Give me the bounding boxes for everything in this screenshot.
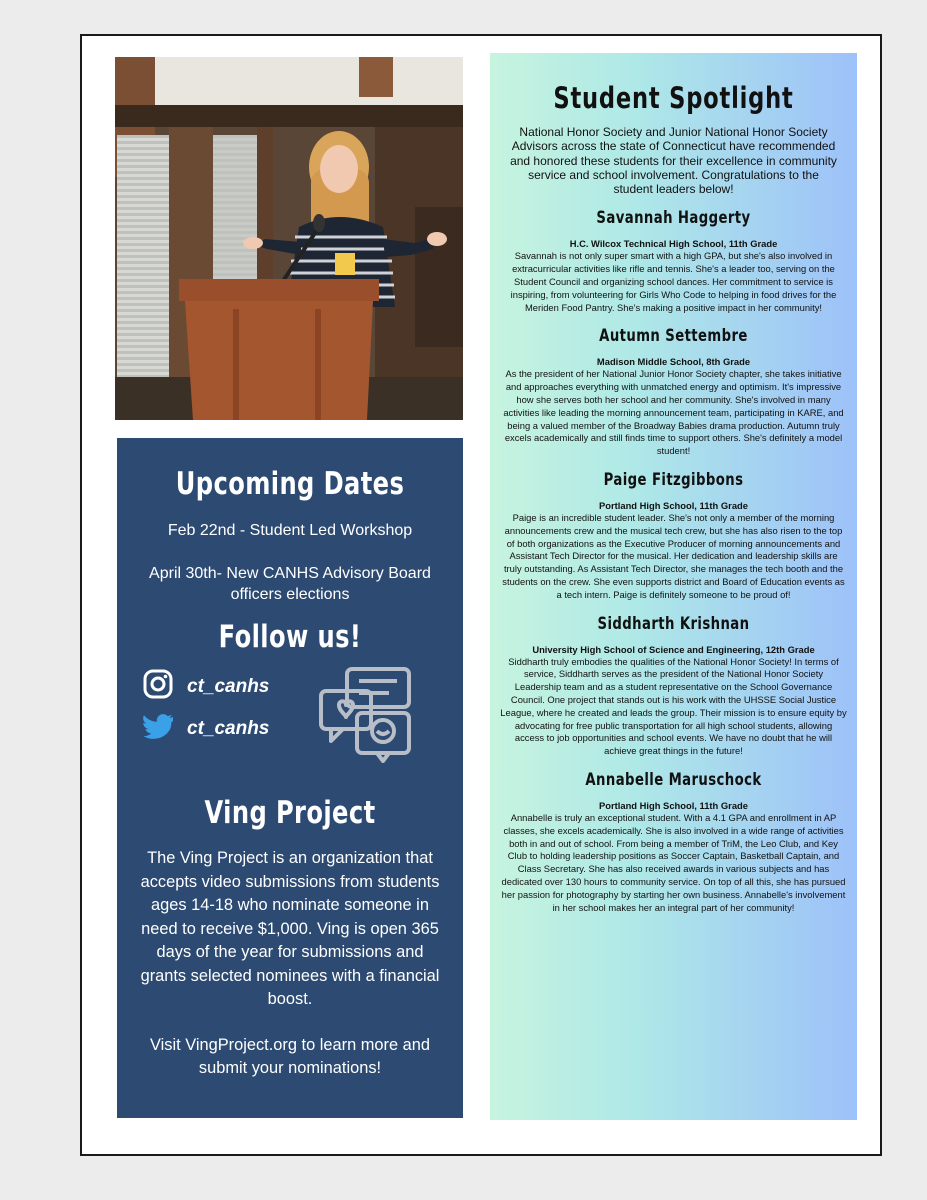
student-bio: As the president of her National Junior Honor Society chapter, she takes initiative and approaches everything with unmatched energy and optimism. It's impressive how she serves both her school and her community. She's involved in many activities like leading the morning announcement team, participating in KARE, and being a valued member of the Broadway Babies drama production. Autumn truly excels academically and still finds time to support others. She's definitely a model student! xyxy=(503,368,844,457)
student-school: H.C. Wilcox Technical High School, 11th Grade xyxy=(569,238,778,250)
spotlight-title: Student Spotlight xyxy=(553,81,794,115)
student-entry xyxy=(498,614,849,758)
student-school: Portland High School, 11th Grade xyxy=(599,800,748,811)
student-name: Savannah Haggerty xyxy=(596,208,751,229)
student-school: University High School of Science and Engineering, 12th Grade xyxy=(532,643,815,655)
student-name: Siddharth Krishnan xyxy=(597,613,750,634)
instagram-handle: ct_canhs xyxy=(187,676,270,697)
student-entry xyxy=(498,770,849,914)
student-entry xyxy=(498,326,849,458)
ving-visit-text: Visit VingProject.org to learn more and submit your nominations! xyxy=(149,1035,430,1077)
student-entry xyxy=(498,470,849,602)
student-entry xyxy=(498,208,849,314)
chat-bubbles-icon xyxy=(317,665,417,768)
student-bio: Paige is an incredible student leader. She's not only a member of the morning announcements crew and the musical tech crew, but she has also risen to the top of both organizations as the Executive Producer of morning announcements and Assistant Tech Director for the musical. Her dedication and leadership skills are truly outstanding. As Assistant Tech Director, she manages the tech booth and the students on the crew. She even supports district and Board of Education events as a tech intern. Paige is definitely someone to be proud of! xyxy=(502,512,845,600)
student-school: Portland High School, 11th Grade xyxy=(599,500,748,512)
instagram-icon xyxy=(143,669,173,705)
date-item: Feb 22nd - Student Led Workshop xyxy=(167,522,413,539)
spotlight-intro: National Honor Society and Junior National Honor Society Advisors across the state of Connecticut have recommended and honored these students for their excellence in community service and school involvement. Congratulations to the student leaders below! xyxy=(510,125,837,197)
speaker-photo-illustration xyxy=(115,57,463,420)
student-spotlight-panel xyxy=(490,53,857,1120)
student-name: Annabelle Maruschock xyxy=(585,770,762,790)
ving-description: The Ving Project is an organization that accepts video submissions from students ages 14-18 who nominate someone in need to receive $1,000. Ving is open 365 days of the year for submissions and grants selected nominees with a financial boost. xyxy=(140,849,440,1008)
twitter-link[interactable] xyxy=(143,713,269,745)
follow-us-title: Follow us! xyxy=(218,619,362,655)
student-name: Autumn Settembre xyxy=(599,326,748,347)
twitter-handle: ct_canhs xyxy=(187,718,270,739)
speaker-photo xyxy=(115,57,463,420)
student-name: Paige Fitzgibbons xyxy=(603,470,744,491)
info-panel xyxy=(117,438,463,1118)
upcoming-dates-title: Upcoming Dates xyxy=(175,466,405,502)
ving-project-title: Ving Project xyxy=(204,795,376,831)
student-bio: Annabelle is truly an exceptional student. With a 4.1 GPA and enrollment in AP classes, she excels academically. She is also involved in a wide range of activities both in and out of school. From being a member of TriM, the Leo Club, and Key Club to holding leadership positions as Soccer Captain, Basketball Captain, and Class Secretary. She has also received awards in various subjects and has dedicated over 130 hours to community service. On top of all this, she has pursued her passion for photography by starting her own business. Annabelle's involvement in her school makes her an integral part of her community! xyxy=(501,812,846,913)
twitter-icon xyxy=(143,713,173,745)
date-item: April 30th- New CANHS Advisory Board officers elections xyxy=(149,565,431,603)
student-school: Madison Middle School, 8th Grade xyxy=(596,356,751,368)
student-bio: Siddharth truly embodies the qualities of the National Honor Society! In terms of service, Siddharth serves as the president of the National Honor Society Leadership team and as a student representative on the School Governance Council. One project that stands out is his work with the UHSSE Social Justice League, where he created and leads the group. Their mission is to ensure equity by advocating for free public transportation for all high school students, allowing access to job opportunities and school events. We have no doubt that he will achieve great things in the future! xyxy=(500,655,847,757)
social-links xyxy=(117,661,463,781)
instagram-link[interactable] xyxy=(143,669,269,705)
student-bio: Savannah is not only super smart with a high GPA, but she's also involved in extracurricular activities like rifle and tennis. She's a leader too, serving on the Student Council and organizing school dances. Her commitment to service is inspiring, from volunteering for Girls Who Code to helping in food drives for the Meriden Food Pantry. She's making a positive impact in her community! xyxy=(510,250,837,313)
